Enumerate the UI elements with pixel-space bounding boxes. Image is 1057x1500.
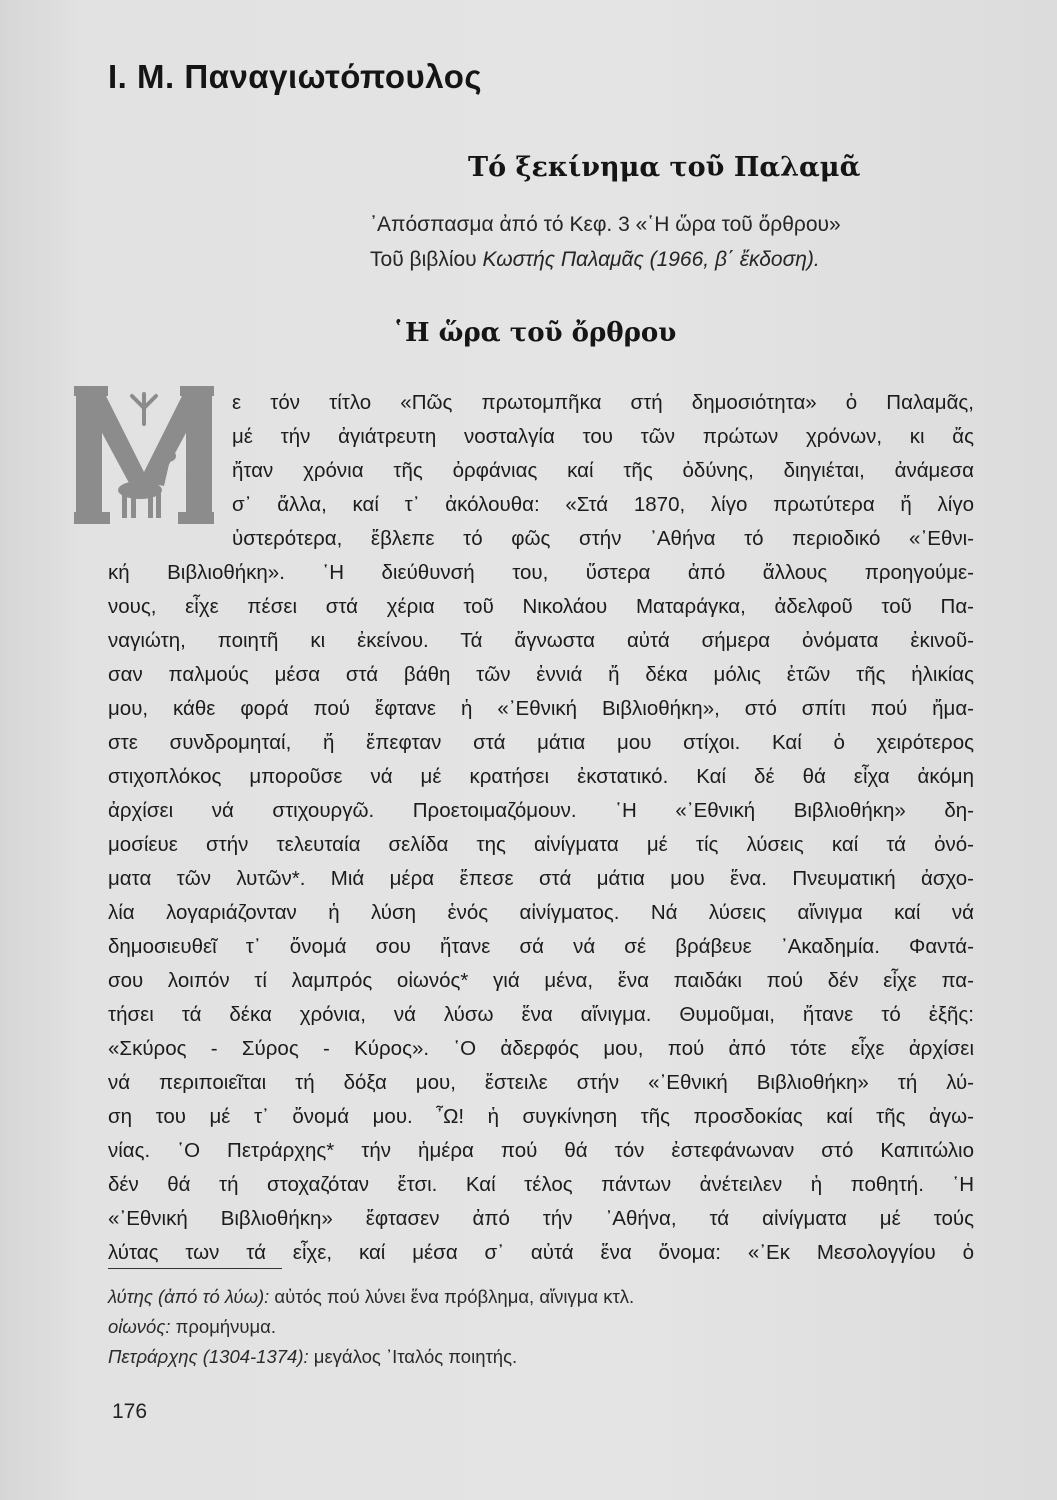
source-line-2 <box>370 248 820 272</box>
body-line: μέ τήν ἀγιάτρευτη νοσταλγία του τῶν πρώτων χρόνων, κι ἄς <box>232 425 974 448</box>
body-line: μοσίευε στήν τελευταία σελίδα της αἰνίγματα μέ τίς λύσεις καί τά ὀνό- <box>108 833 974 856</box>
footnote-term: Πετράρχης (1304-1374): <box>108 1346 309 1367</box>
footnote-text: μεγάλος ᾽Ιταλός ποιητής. <box>308 1346 518 1367</box>
body-line: νους, εἶχε πέσει στά χέρια τοῦ Νικολάου Ματαράγκα, ἀδελφοῦ τοῦ Πα- <box>108 595 974 618</box>
section-title: ῾Η ὥρα τοῦ ὄρθρου <box>392 318 677 348</box>
body-line: δέν θά τή στοχαζόταν ἔτσι. Καί τέλος πάντων ἀνέτειλεν ἡ ποθητή. ῾Η <box>108 1173 974 1196</box>
footnote-text: προμήνυμα. <box>170 1316 277 1337</box>
body-line: ἤταν χρόνια τῆς ὀρφάνιας καί τῆς ὀδύνης, διηγιέται, ἀνάμεσα <box>232 459 974 482</box>
body-line: λία λογαριάζονταν ἡ λύση ἑνός αἰνίγματος. Νά λύσεις αἴνιγμα καί νά <box>108 901 974 924</box>
footnote-divider <box>108 1268 282 1269</box>
source-book-title: Κωστής Παλαμᾶς (1966, β΄ ἔκδοση). <box>482 248 820 271</box>
footnote-2 <box>108 1316 276 1338</box>
body-line: «᾽Εθνική Βιβλιοθήκη» ἔφτασεν ἀπό τήν ᾽Αθήνα, τά αἰνίγματα μέ τούς <box>108 1207 974 1230</box>
body-line: ἀρχίσει νά στιχουργῶ. Προετοιμαζόμουν. ῾Η «᾽Εθνική Βιβλιοθήκη» δη- <box>108 799 974 822</box>
body-line: στιχοπλόκος μποροῦσε νά μέ κρατήσει ἐκστατικό. Καί δέ θά εἶχα ἀκόμη <box>108 765 974 788</box>
chapter-title: Τό ξεκίνημα τοῦ Παλαμᾶ <box>468 152 861 183</box>
body-line: νά περιποιεῖται τή δόξα μου, ἔστειλε στήν «᾽Εθνική Βιβλιοθήκη» τή λύ- <box>108 1071 974 1094</box>
source-line-1: ᾽Απόσπασμα ἀπό τό Κεφ. 3 «῾Η ὥρα τοῦ ὄρθρου» <box>370 213 841 236</box>
footnote-term: οἰωνός: <box>108 1316 171 1337</box>
body-line: νίας. ῾Ο Πετράρχης* τήν ἡμέρα πού θά τόν ἐστεφάνωναν στό Καπιτώλιο <box>108 1139 974 1162</box>
body-line: σου λοιπόν τί λαμπρός οἰωνός* γιά μένα, ἕνα παιδάκι πού δέν εἶχε πα- <box>108 969 974 992</box>
body-line: σαν παλμούς μέσα στά βάθη τῶν ἐννιά ἤ δέκα μόλις ἐτῶν τῆς ἡλικίας <box>108 663 974 686</box>
body-line: κή Βιβλιοθήκη». ῾Η διεύθυνσή του, ὕστερα ἀπό ἄλλους προηγούμε- <box>108 561 974 584</box>
footnote-3 <box>108 1346 517 1368</box>
page-number: 176 <box>112 1400 148 1423</box>
body-line: μου, κάθε φορά πού ἔφτανε ἡ «᾽Εθνική Βιβλιοθήκη», στό σπίτι πού ἤμα- <box>108 697 974 720</box>
footnote-text: αὐτός πού λύνει ἕνα πρόβλημα, αἴνιγμα κτλ. <box>269 1286 635 1307</box>
body-line: ναγιώτη, ποιητῆ κι ἐκείνου. Τά ἄγνωστα αὐτά σήμερα ὀνόματα ἐκινοῦ- <box>108 629 974 652</box>
body-line: ματα τῶν λυτῶν*. Μιά μέρα ἔπεσε στά μάτια μου ἕνα. Πνευματική ἀσχο- <box>108 867 974 890</box>
body-line: στε συνδρομηταί, ἤ ἔπεφταν στά μάτια μου στίχοι. Καί ὁ χειρότερος <box>108 731 974 754</box>
body-line: ση του μέ τ᾽ ὄνομά μου. ῏Ω! ἡ συγκίνηση τῆς προσδοκίας καί τῆς ἀγω- <box>108 1105 974 1128</box>
body-line: ὑστερότερα, ἔβλεπε τό φῶς στήν ᾽Αθήνα τό περιοδικό «᾽Εθνι- <box>232 527 974 550</box>
body-line: «Σκύρος - Σύρος - Κύρος». ῾Ο ἀδερφός μου, πού ἀπό τότε εἶχε ἀρχίσει <box>108 1037 974 1060</box>
author-name: Ι. Μ. Παναγιωτόπουλος <box>108 58 483 95</box>
decorative-letter-mu-with-deer-icon <box>74 384 214 532</box>
footnote-term: λύτης (ἀπό τό λύω): <box>108 1286 270 1307</box>
source-prefix: Τοῦ βιβλίου <box>370 248 483 271</box>
body-line: ε τόν τίτλο «Πῶς πρωτομπῆκα στή δημοσιότητα» ὁ Παλαμᾶς, <box>232 391 974 414</box>
body-line: λύτας των τά εἶχε, καί μέσα σ᾽ αὐτά ἕνα ὄνομα: «᾽Εκ Μεσολογγίου ὁ <box>108 1241 974 1264</box>
body-line: σ᾽ ἄλλα, καί τ᾽ ἀκόλουθα: «Στά 1870, λίγο πρωτύτερα ἤ λίγο <box>232 493 974 516</box>
body-line: τήσει τά δέκα χρόνια, νά λύσω ἕνα αἴνιγμα. Θυμοῦμαι, ἤτανε τό ἑξῆς: <box>108 1003 974 1026</box>
footnote-1 <box>108 1286 634 1308</box>
body-line: δημοσιευθεῖ τ᾽ ὄνομά σου ἤτανε σά νά σέ βράβευε ᾽Ακαδημία. Φαντά- <box>108 935 974 958</box>
